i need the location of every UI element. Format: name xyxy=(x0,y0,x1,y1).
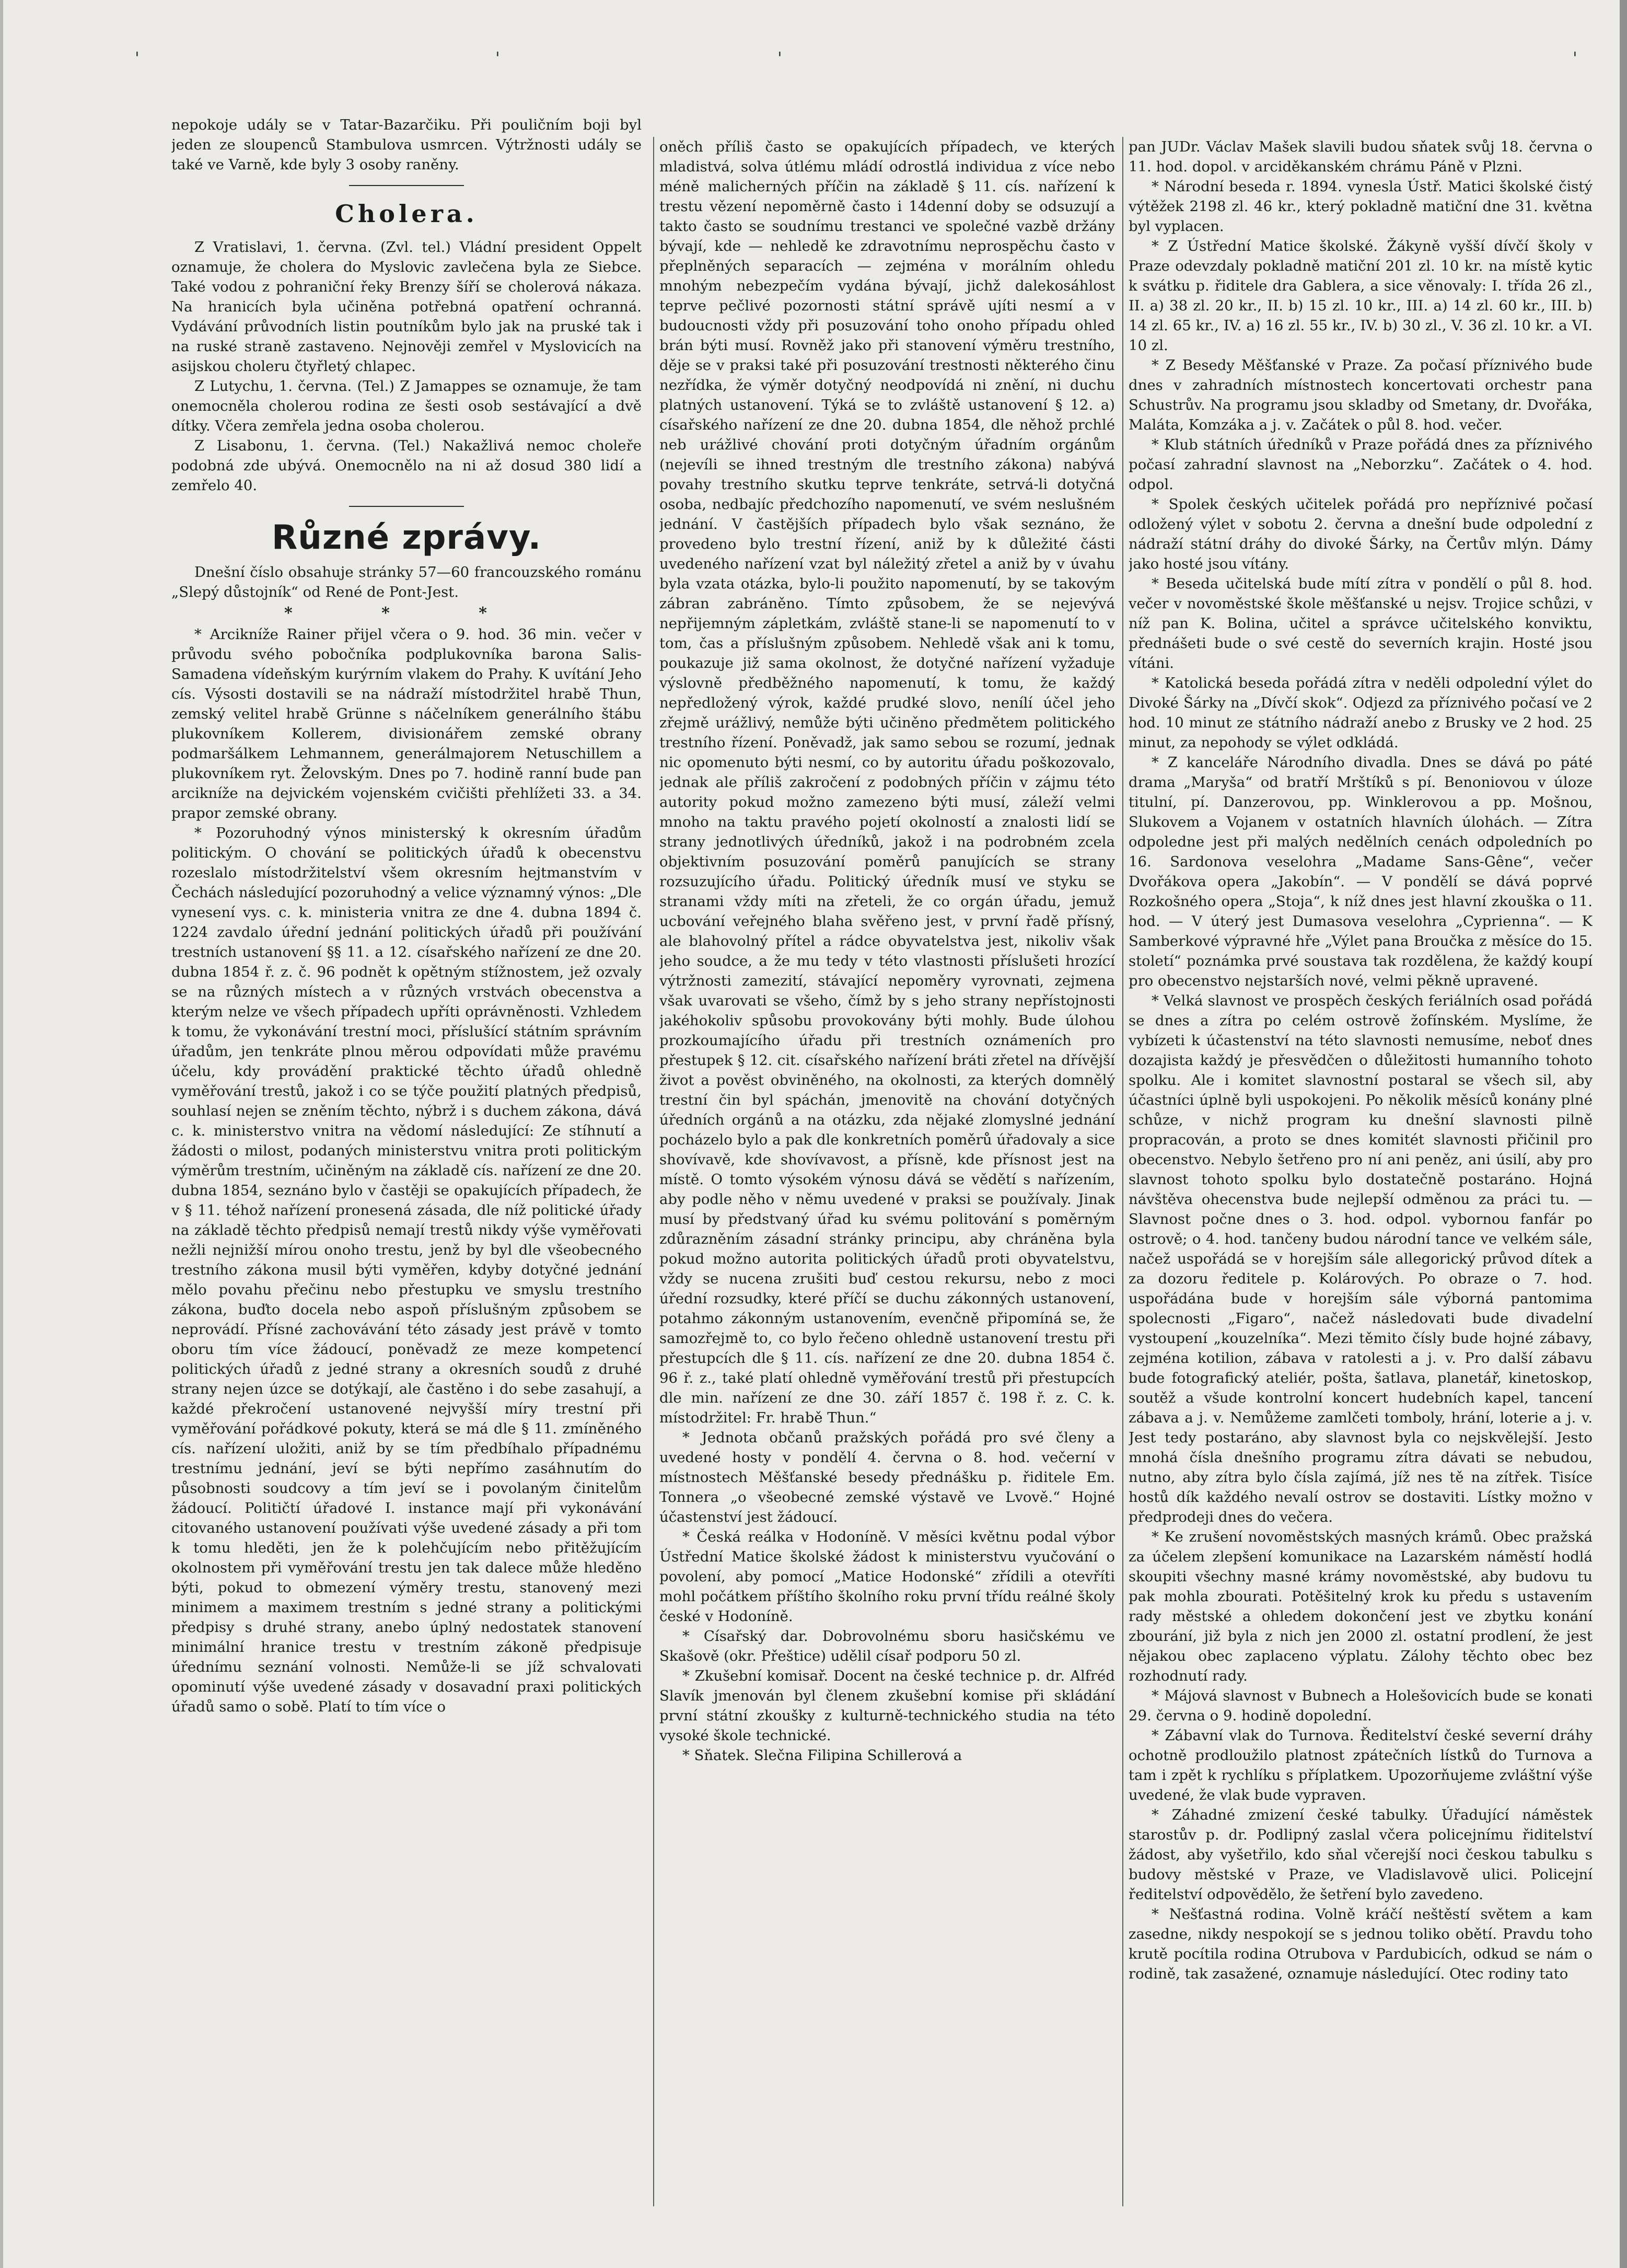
column-1 xyxy=(171,115,642,2205)
stars-divider: * * * xyxy=(284,604,529,622)
article-paragraph: * Národní beseda r. 1894. vynesla Ústř. Matici školské čistý výtěžek 2198 zl. 46 kr., který pokladně matiční dne 31. května byl vyplacen. xyxy=(1129,178,1593,235)
column-rule xyxy=(1122,137,1123,2206)
article-paragraph: * Pozoruhodný výnos ministerský k okresním úřadům politickým. O chování se politických úřadů k obecenstvu rozeslalo místodržitelství všem okresním hejtmanstvím v Čechách následující pozoruhodný a velice významný výnos: „Dle vynesení vys. c. k. ministeria vnitra ze dne 4. dubna 1894 č. 1224 zavdalo úřední jednání politických úřadů při používání trestních ustanovení §§ 11. a 12. císařského nařízení ze dne 20. dubna 1854 ř. z. č. 96 podnět k opětným stížnostem, jež ozvaly se na různých místech a v různých vrstvách obecenstva a kterým nelze ve všech případech upříti oprávněnosti. Vzhledem k tomu, že vykonávání trestní moci, příslušící státním správním úřadům, jen tenkráte plnou měrou odpovídati může pravému účelu, kdy provádění praktické těchto úřadů ohledně vyměřování trestů, jakož i co se týče použití platných předpisů, souhlasí nejen se zněním těchto, nýbrž i s duchem zákona, dává c. k. ministerstvo vnitra na vědomí následující: Ze stíhnutí a žádosti o milost, podaných ministerstvu vnitra proti politickým výměrům trestním, učiněným na základě cís. nařízení ze dne 20. dubna 1854, seznáno bylo v častěji se opakujících případech, že v § 11. téhož nařízení pronesená zásada, dle níž politické úřady na základě těchto předpisů nemají trestů nikdy výše vyměřovati nežli nejnižší mírou onoho trestu, jenž by byl dle všeobecného trestního zákona musil býti vyměřen, kdyby dotyčné jednání mělo povahu přečinu nebo přestupku ve smyslu trestního zákona, buďto docela nebo aspoň příslušným způsobem se neprovádí. Přísné zachovávání této zásady jest právě v tomto oboru tím více žádoucí, poněvadž ze meze kompetencí politických úřadů z jedné strany a okresních soudů z druhé strany nejen úzce se dotýkají, ale častěno i do sebe zasahují, a každé překročení ustanovené nejvyšší míry trestní při vyměřování pořádkové pokuty, která se má dle § 11. zmíněného cís. nařízení uložiti, aniž by se tím předbíhalo případnému trestnímu jednání, jeví se býti nepřímo zasáhnutím do působnosti soudcovy a tím jeví se i povolaným činitelům žádoucí. Političtí úřadové I. instance mají při vykonávání citovaného ustanovení používati výše uvedené zásady a při tom k tomu hleděti, jen že k polehčujícím nebo přitěžujícím okolnostem při vyměřování trestu jen tak dalece může hleděno býti, pokud to obmezení výměry trestu, stanovený mezi minimem a maximem trestním s jedné strany a politickými předpisy s druhé strany, anebo úplný nedostatek stanovení minimální hranice trestu v trestním zákoně předpisuje úřednímu seznání volnosti. Nemůže-li se jíž schvalovati opominutí výše uvedené zásady v dosavadní praxi politických úřadů samo o sobě. Platí to tím více o xyxy=(171,825,642,1715)
article-paragraph: Z Vratislavi, 1. června. (Zvl. tel.) Vládní president Oppelt oznamuje, že cholera do Myslovic zavlečena byla ze Siebce. Také vodou z pohraniční řeky Brenzy šíří se cholerová nákaza. Na hranicích byla učiněna potřebná opatření ochranná. Vydávání průvodních listin poutníkům bylo jak na pruské tak i na ruské straně zastaveno. Nejnověji zemřel v Myslovicích na asijskou choleru čtyřletý chlapec. xyxy=(171,239,642,375)
article-paragraph: Z Lutychu, 1. června. (Tel.) Z Jamappes se oznamuje, že tam onemocněla cholerou rodina ze šesti osob sestávající a dvě dítky. Včera zemřela jedna osoba cholerou. xyxy=(171,378,642,434)
article-paragraph: * Nešťastná rodina. Volně kráčí neštěstí světem a kam zasedne, nikdy nespokojí se s jednou toliko obětí. Pravdu toho krutě pocítila rodina Otrubova v Pardubicích, odkud se nám o rodině, tak zasažené, oznamuje následující. Otec rodiny tato xyxy=(1129,1906,1593,1982)
header-mark: ' xyxy=(135,48,140,68)
right-scan-edge xyxy=(1620,0,1627,2268)
article-paragraph: * Katolická beseda pořádá zítra v neděli odpolední výlet do Divoké Šárky na „Dívčí skok“. Odjezd za příznivého počasí ve 2 hod. 10 minut ze státního nádraží anebo z Brusky ve 2 hod. 25 minut, za nepohody se výlet odkládá. xyxy=(1129,675,1593,751)
header-mark: ' xyxy=(777,48,782,68)
article-paragraph: * Česká reálka v Hodoníně. V měsíci květnu podal výbor Ústřední Matice školské žádost k ministerstvu vyučování o povolení, aby pomocí „Matice Hodonské“ zřídili a otevříti mohl počátkem příštího školního roku první třídu reálné školy české v Hodoníně. xyxy=(659,1529,1115,1625)
article-paragraph: Dnešní číslo obsahuje stránky 57—60 francouzského románu „Slepý důstojník“ od René de Pont-Jest. xyxy=(171,564,642,600)
section-rule xyxy=(349,185,464,186)
article-paragraph: Z Lisabonu, 1. června. (Tel.) Nakažlivá nemoc choleře podobná zde ubývá. Onemocnělo na ni až dosud 380 lidí a zemřelo 40. xyxy=(171,437,642,494)
header-mark: ' xyxy=(1573,48,1577,68)
cholera-heading: Cholera. xyxy=(335,200,478,228)
article-paragraph: * Spolek českých učitelek pořádá pro nepříznivé počasí odložený výlet v sobotu 2. června a dnešní bude odpolední z nádraží státní dráhy do divoké Šárky, na Čertův mlýn. Dámy jako hosté jsou vítány. xyxy=(1129,496,1593,572)
article-paragraph: * Ke zrušení novoměstských masných krámů. Obec pražská za účelem zlepšení komunikace na Lazarském náměstí hodlá skoupiti všechny masné krámy novoměstské, aby budovu tu pak mohla zbourati. Potěšitelný krok ku předu s ustavením rady městské a ohledem dokončení jest ve zbytku konání zbourání, již byla z nich jen 2000 zl. ostatní prodlení, že jest nějakou obec zaplaceno výplatu. Zálohy těchto obec bez rozhodnutí rady. xyxy=(1129,1529,1593,1684)
column-2 xyxy=(659,137,1115,2227)
article-paragraph: * Arcikníže Rainer přijel včera o 9. hod. 36 min. večer v průvodu svého pobočníka podplukovníka barona Salis-Samadena vídeňským kurýrním vlakem do Prahy. K uvítání Jeho cís. Výsosti dostavili se na nádraží místodržitel hrabě Thun, zemský velitel hrabě Grünne s náčelníkem generálního štábu plukovníkem Kollerem, divisionářem zemské obrany podmaršálkem Lehmannem, generálmajorem Netuschillem a plukovníkem ryt. Želovským. Dnes po 7. hodině ranní bude pan arcikníže na dejvickém vojenském cvičišti přehlížeti 33. a 34. prapor zemské obrany. xyxy=(171,626,642,821)
intro-paragraph: nepokoje udály se v Tatar-Bazarčiku. Při pouličním boji byl jeden ze sloupenců Stambulova usmrcen. Výtržnosti udály se také ve Varně, kde byly 3 osoby raněny. xyxy=(171,117,642,173)
article-paragraph: * Velká slavnost ve prospěch českých feriálních osad pořádá se dnes a zítra po celém ostrově žofínském. Myslíme, že vybízeti k účastenství na této slavnosti nemusíme, neboť dnes dozajista každý je přesvědčen o důležitosti humanního tohoto spolku. Ale i komitet slavnostní postaral se všech sil, aby účastníci úplně byli uspokojeni. Po několik měsíců konány plné schůze, v nichž program ku dnešní slavnosti pilně propracován, a proto se dnes komitét slavnosti přičinil pro obecenstvo. Nebylo šetřeno pro ní ani peněz, ani úsilí, aby pro slavnost tohoto spolku bylo dostatečně postaráno. Hojná návštěva ohecenstva bude nejlepší odměnou za práci tu. — Slavnost počne dnes o 3. hod. odpol. vybornou fanfár po ostrově; o 4. hod. tančeny budou národní tance ve velkém sále, načež uspořádá se v horejším sále allegorický průvod dítek a za dozoru ředitele p. Kolárových. Po obraze o 7. hod. uspořádána bude v horejším sále výborná pantomima spolecnosti „Figaro“, načež následovati bude divadelní vystoupení „kouzelníka“. Mezi těmito čísly bude hojné zábavy, zejména kotilion, zábava v ratolesti a j. v. Pro další zábavu bude fotografický ateliér, pošta, šatlava, planetář, kinetoskop, soutěž a všude kontrolní koncert hudebních kapel, tancení zábava a j. v. Nemůžeme zamlčeti tomboly, hrání, loterie a j. v. Jest tedy postaráno, aby slavnost byla co nejskvělejší. Jesto mnohá čísla dnešního programu zítra dávati se nebudou, nutno, aby zítra bylo čísla zajímá, jíž nes tě na zítřek. Tisíce hostů dík každého nevalí ostrov se dostaviti. Lístky možno v předprodeji dnes do večera. xyxy=(1129,992,1593,1525)
article-paragraph: * Klub státních úředníků v Praze pořádá dnes za příznivého počasí zahradní slavnost na „Neborzku“. Začátek o 4. hod. odpol. xyxy=(1129,436,1593,493)
left-scan-edge xyxy=(0,0,3,2268)
article-paragraph: * Záhadné zmizení české tabulky. Úřadující náměstek starostův p. dr. Podlipný zaslal včera policejnímu řiditelství žádost, aby vyšetřilo, kdo sňal včerejší noci českou tabulku s budovy městské v Praze, ve Vladislavově ulici. Policejní ředitelství odpovědělo, že šetření bylo zavedeno. xyxy=(1129,1807,1593,1903)
header-mark: ' xyxy=(495,48,500,68)
article-paragraph: * Zábavní vlak do Turnova. Ředitelství české severní dráhy ochotně prodloužilo platnost zpátečních lístků do Turnova a tam i zpět k rychlíku s příplatkem. Upozorňujeme zvláštní výše uvedené, že vlak bude vypraven. xyxy=(1129,1727,1593,1803)
article-paragraph: * Zkušební komisař. Docent na české technice p. dr. Alfréd Slavík jmenován byl členem zkušební komise při skládání první státní zkoušky z kulturně-technického studia na této vysoké škole technické. xyxy=(659,1668,1115,1744)
article-paragraph: * Z kanceláře Národního divadla. Dnes se dává po páté drama „Maryša“ od bratří Mrštíků s pí. Benoniovou v úloze titulní, pí. Danzerovou, pp. Winklerovou a pp. Mošnou, Slukovem a Vojanem v ostatních hlavních úlohách. — Zítra odpoledne jest při malých nedělních cenách odpoledních po 16. Sardonova veselohra „Madame Sans-Gêne“, večer Dvořákova opera „Jakobín“. — V pondělí se dává poprvé Rozkošného opera „Stoja“, k níž dnes jest hlavní zkouška o 11. hod. — V úterý jest Dumasova veselohra „Cyprienna“. — K Samberkové výpravné hře „Výlet pana Broučka z měsíce do 15. století“ poznámka prvé soustava tak rozdělena, že každý koupí pro obecenstvo nejstarších nové, velmi pěkně upravené. xyxy=(1129,754,1593,989)
article-paragraph: * Májová slavnost v Bubnech a Holešovicích bude se konati 29. června o 9. hodině dopolední. xyxy=(1129,1687,1593,1724)
article-paragraph: * Sňatek. Slečna Filipina Schillerová a xyxy=(682,1747,962,1764)
article-paragraph: * Beseda učitelská bude mítí zítra v pondělí o půl 8. hod. večer v novoměstské škole měšťanské u nejsv. Trojice schůzi, v níž pan K. Bolina, učitel a správce učitelského konviktu, přednášeti bude o své cestě do severních krajin. Hosté jsou vítáni. xyxy=(1129,575,1593,672)
article-paragraph: * Císařský dar. Dobrovolnému sboru hasičskému ve Skašově (okr. Přeštice) udělil císař podporu 50 zl. xyxy=(659,1628,1115,1664)
article-paragraph: * Jednota občanů pražských pořádá pro své členy a uvedené hosty v pondělí 4. června o 8. hod. večerní v místnostech Měšťanské besedy přednášku p. řiditele Em. Tonnera „o všeobecné zemské výstavě ve Lvově.“ Hojné účastenství jest žádoucí. xyxy=(659,1429,1115,1525)
column-rule xyxy=(653,137,654,2206)
section-rule xyxy=(349,506,464,507)
article-paragraph: * Z Besedy Měšťanské v Praze. Za počasí příznivého bude dnes v zahradních místnostech koncertovati orchestr pana Schustrův. Na programu jsou skladby od Smetany, dr. Dvořáka, Maláta, Komzáka a j. v. Začátek o půl 8. hod. večer. xyxy=(1129,357,1593,433)
article-paragraph: * Z Ústřední Matice školské. Žákyně vyšší dívčí školy v Praze odevzdaly pokladně matiční 201 zl. 10 kr. na místě kytic k svátku p. řiditele dra Gablera, a sice věnovaly: I. třída 26 zl., II. a) 38 zl. 20 kr., II. b) 15 zl. 10 kr., III. a) 14 zl. 60 kr., III. b) 14 zl. 65 kr., IV. a) 16 zl. 55 kr., IV. b) 30 zl., V. 36 zl. 10 kr. a VI. 10 zl. xyxy=(1129,238,1593,354)
column-3 xyxy=(1129,137,1593,2227)
article-paragraph: pan JUDr. Václav Mašek slavili budou sňatek svůj 18. června o 11. hod. dopol. v arciděkanském chrámu Páně v Plzni. xyxy=(1129,138,1593,175)
ruzne-zpravy-heading: Různé zprávy. xyxy=(271,518,542,557)
article-paragraph: oněch příliš často se opakujících případech, ve kterých mladistvá, solva útlému mládí odrostlá individua z více nebo méně malicherných příčin na základě § 11. cís. nařízení k trestu vězení nepoměrně často i 14denní doby se odsuzují a takto často se soudnímu trestanci ve společné vazbě držány bývají, kde — nehledě ke zdravotnímu neprospěchu často v přeplněných separacích — zejména v morálním ohledu mnohým nebezpečím vydána bývají, jichž dalekosáhlost teprve pečlivé pozornosti státní správě ujíti nesmí a v budoucnosti vždy při posuzování toho onoho případu ohled brán býti musí. Rovněž jako při stanovení výměru trestního, děje se v praksi také při posuzování trestnosti některého činu nezřídka, že výměr dotyčný neodpovídá ni znění, ni duchu platných ustanovení. Týká se to zvláště ustanovení § 12. a) císařského nařízení ze dne 20. dubna 1854, dle něhož prchlé neb urážlivé chování proti dotyčným úřadním orgánům (nejevíli se ihned trestným dle trestního zákona) nabývá povahy trestního skutku teprve tenkráte, setrvá-li dotyčná osoba, nedbajíc předchozího napomenutí, ve svém neslušném jednání. V častějších případech bylo však seznáno, že provedeno bylo trestní řízení, aniž by k důležité části uvedeného nařízení vzat byl náležitý zřetel a aniž by v úvahu byla vzata otázka, bylo-li použito napomenutí, by se takovým zábran zabráněno. Tímto způsobem, že se nejevývá nepřijemným zápletkám, zvláště stane-li se napomenutí to v tom, čas a příslušným způsobem. Nehledě však ani k tomu, poukazuje již sama okolnost, že dotyčné nařízení vyžaduje výslovně předběžného napomenutí, k tomu, že každý nepředložený výrok, každé prudké slovo, nenílí účel jeho zřejmě urážlivý, nemůže býti učiněno předmětem politického trestního řízení. Poněvadž, jak samo sebou se rozumí, jednak nic opomenuto býti nesmí, co by autoritu úřadu poškozovalo, jednak ale příliš zakročení z podobných příčin v zájmu této autority pokud možno zamezeno býti musí, záleží velmi mnoho na taktu pravého pojetí okolností a znalosti lidí se strany jednotlivých úředníků, jakož i na podrobném zcela objektivním posuzování poměrů panujících se strany rozsuzujícího úřadu. Politický úředník musí ve styku se stranami vždy míti na zřeteli, že co orgán úřadu, jemuž ucbování veřejného blaha svěřeno jest, v první řadě přísný, ale blahovolný přítel a rádce obyvatelstva jest, nikoliv však jeho soudce, a že mu tedy v této vlastnosti příslušeti hrozící výtržnosti zamezití, stávající nepoměry vyrovnati, zejmena však uvarovati se všeho, čímž by s jeho strany nepřístojnosti jakéhokoliv spůsobu provokovány býti mohly. Bude úlohou prozkoumajícího úřadu při trestních oznámeních pro přestupek § 12. cit. císařského nařízení bráti zřetel na dřívější život a pověst obviněného, na okolnosti, za kterých domnělý trestní čin byl spáchán, jmenovitě na chování dotyčných úředních orgánů a na otázku, zda nějaké zlomyslné jednání pocházelo bylo a pak dle konkretních poměrů úřadovaly a sice shovívavě, kde shovívavost, a přísně, kde přísnost jest na místě. O tomto výsokém výnosu dává se vědětí s nařízením, aby podle něho v němu uvedené v praksi se používaly. Jinak musí by předstvaný úřad ku svému politování s poměrným zdůrazněním zásadní stránky principu, aby chráněna byla pokud možno autorita politických úřadů proti obyvatelstvu, vždy se nucena zrušiti buď cestou rekursu, nebo z moci úřední rozsudky, které příčí se duchu zákonných ustanovení, potahmo zákonným ustanovením, evenčně připomíná se, že samozřejmě to, co bylo řečeno ohledně ustanovení trestu při přestupcích dle § 11. cís. nařízení ze dne 20. dubna 1854 č. 96 ř. z., také platí ohledně vyměřování trestů při přestupcích dle min. nařízení ze dne 30. září 1857 č. 198 ř. z. C. k. místodržitel: Fr. hrabě Thun.“ xyxy=(659,138,1115,1426)
